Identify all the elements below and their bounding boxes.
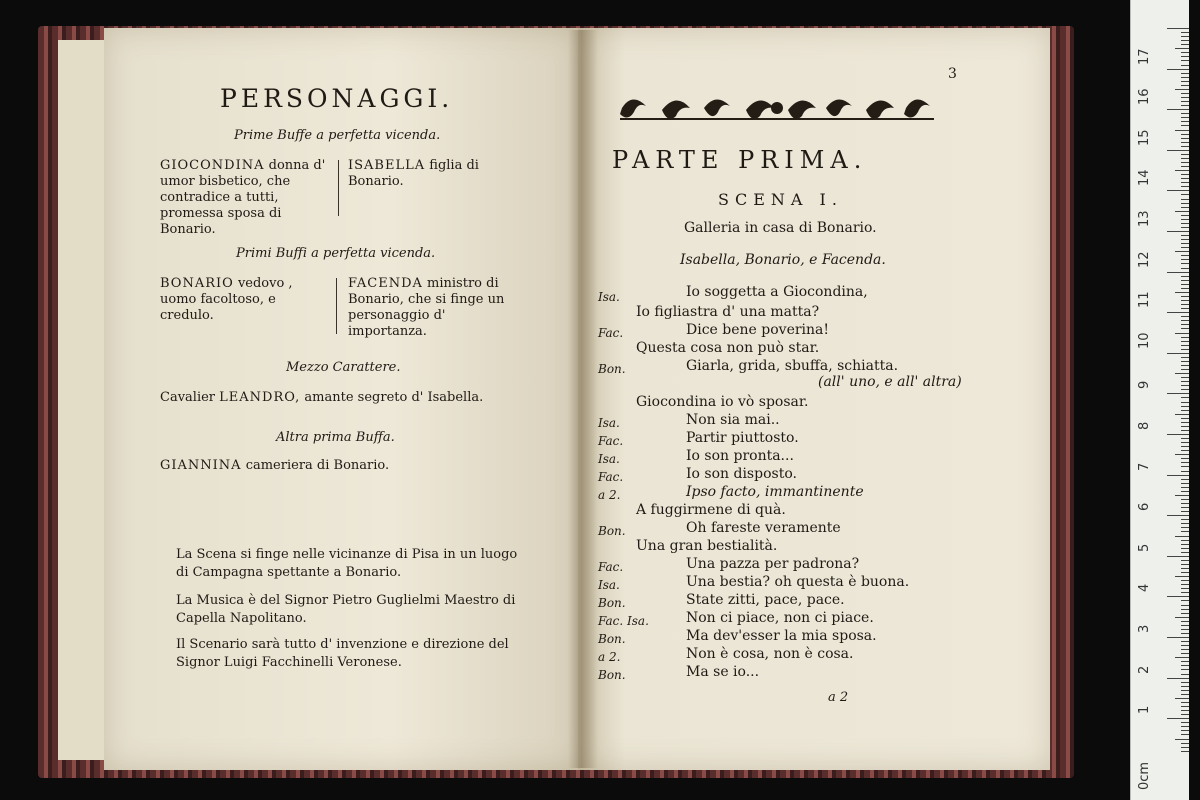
- ruler-tick: [1175, 536, 1189, 537]
- group-heading: Mezzo Carattere.: [286, 360, 401, 375]
- ruler-tick: [1181, 328, 1189, 329]
- speaker-label: Isa.: [598, 290, 620, 304]
- ruler-tick: [1181, 166, 1189, 167]
- ruler-tick: [1181, 641, 1189, 642]
- ruler-tick: [1181, 349, 1189, 350]
- ruler-number: 11: [1137, 291, 1152, 309]
- dialogue-line: Una bestia? oh questa è buona.: [686, 574, 910, 590]
- ruler-tick: [1181, 734, 1189, 735]
- dialogue-line: Ipso facto, immantinente: [686, 484, 864, 500]
- ruler-tick: [1181, 284, 1189, 285]
- ruler-tick: [1181, 186, 1189, 187]
- ruler-tick: [1181, 714, 1189, 715]
- ruler-tick: [1167, 190, 1189, 191]
- ruler-tick: [1181, 397, 1189, 398]
- character-entry: [160, 276, 332, 324]
- group-heading: Primi Buffi a perfetta vicenda.: [236, 246, 436, 261]
- ruler-tick: [1181, 158, 1189, 159]
- ruler-tick: [1181, 694, 1189, 695]
- ruler-tick: [1181, 32, 1189, 33]
- ruler-tick: [1181, 479, 1189, 480]
- ruler-number: 17: [1137, 48, 1152, 65]
- speaker-label: Bon.: [598, 524, 626, 538]
- dialogue-line: Io figliastra d' una matta?: [636, 304, 820, 320]
- ruler-tick: [1181, 178, 1189, 179]
- ruler-tick: [1181, 483, 1189, 484]
- ruler-tick: [1181, 300, 1189, 301]
- ruler-tick: [1167, 637, 1189, 638]
- dialogue-line: Una gran bestialità.: [636, 538, 778, 554]
- ruler-number: 10: [1137, 332, 1152, 349]
- ruler-tick: [1175, 251, 1189, 252]
- speaker-label: Isa.: [598, 452, 620, 466]
- dialogue-line: Oh fareste veramente: [686, 520, 841, 536]
- ruler-tick: [1181, 540, 1189, 541]
- ruler-tick: [1181, 499, 1189, 500]
- ruler-tick: [1167, 393, 1189, 394]
- ruler-tick: [1181, 507, 1189, 508]
- ruler-tick: [1181, 491, 1189, 492]
- ruler-tick: [1181, 113, 1189, 114]
- ruler-number: 4: [1137, 584, 1152, 593]
- ruler-tick: [1167, 69, 1189, 70]
- ruler-tick: [1181, 93, 1189, 94]
- group-heading: Prime Buffe a perfetta vicenda.: [234, 128, 441, 143]
- dialogue-line: Dice bene poverina!: [686, 322, 830, 338]
- ruler-tick: [1181, 385, 1189, 386]
- character-desc: donna d' umor bisbetico, che contradice a tutti, promessa sposa di Bonario.: [160, 158, 326, 237]
- ruler-tick: [1181, 125, 1189, 126]
- dialogue-line: Ma se io...: [686, 664, 760, 680]
- ornament-band: [612, 88, 942, 128]
- measuring-ruler: [1130, 0, 1189, 800]
- ruler-tick: [1181, 357, 1189, 358]
- ruler-tick: [1181, 199, 1189, 200]
- ruler-number: 9: [1137, 381, 1152, 390]
- character-entry: [160, 158, 336, 238]
- ruler-tick: [1181, 560, 1189, 561]
- ruler-tick: [1181, 105, 1189, 106]
- ruler-tick: [1181, 751, 1189, 752]
- ruler-tick: [1181, 592, 1189, 593]
- ruler-tick: [1181, 430, 1189, 431]
- dialogue-line: A fuggirmene di quà.: [636, 502, 786, 518]
- ruler-number: 8: [1137, 421, 1152, 430]
- ruler-tick: [1181, 324, 1189, 325]
- ruler-tick: [1181, 255, 1189, 256]
- dialogue-line: Io son disposto.: [686, 466, 797, 482]
- ruler-tick: [1181, 138, 1189, 139]
- ruler-number: 15: [1137, 129, 1152, 146]
- ruler-tick: [1181, 580, 1189, 581]
- scene-setting: Galleria in casa di Bonario.: [684, 220, 877, 236]
- ruler-tick: [1167, 434, 1189, 435]
- ruler-tick: [1175, 576, 1189, 577]
- dialogue-line: Giarla, grida, sbuffa, schiatta.: [686, 358, 899, 374]
- dialogue-text: Io soggetta a Giocondina,: [686, 284, 868, 300]
- ruler-tick: [1167, 28, 1189, 29]
- ruler-tick: [1181, 296, 1189, 297]
- ruler-tick: [1181, 194, 1189, 195]
- ruler-tick: [1181, 588, 1189, 589]
- ruler-tick: [1181, 263, 1189, 264]
- ruler-tick: [1181, 584, 1189, 585]
- ruler-tick: [1175, 454, 1189, 455]
- speaker-label: Fac.: [598, 326, 624, 340]
- ruler-tick: [1181, 219, 1189, 220]
- dialogue-line: Una pazza per padrona?: [686, 556, 860, 572]
- ruler-tick: [1181, 633, 1189, 634]
- ruler-tick: [1181, 142, 1189, 143]
- ruler-tick: [1175, 698, 1189, 699]
- ruler-tick: [1175, 495, 1189, 496]
- character-entry: [160, 458, 540, 474]
- ruler-number: 6: [1137, 502, 1152, 512]
- dialogue-line: Partir piuttosto.: [686, 430, 799, 446]
- ruler-tick: [1181, 65, 1189, 66]
- ruler-number: 5: [1137, 543, 1152, 552]
- ruler-tick: [1167, 272, 1189, 273]
- ruler-tick: [1181, 154, 1189, 155]
- speaker-label: Fac.: [598, 560, 624, 574]
- ruler-tick: [1181, 422, 1189, 423]
- ruler-tick: [1181, 503, 1189, 504]
- ruler-tick: [1181, 268, 1189, 269]
- character-desc: figlia di Bonario.: [348, 158, 479, 189]
- character-entry: [348, 276, 524, 340]
- ruler-unit: 0cm: [1137, 761, 1152, 790]
- ruler-tick: [1181, 56, 1189, 57]
- ruler-tick: [1167, 475, 1189, 476]
- ruler-tick: [1181, 288, 1189, 289]
- column-divider: [338, 160, 339, 216]
- ruler-number: 13: [1137, 210, 1152, 227]
- ruler-tick: [1181, 134, 1189, 135]
- ruler-tick: [1181, 686, 1189, 687]
- ruler-tick: [1175, 211, 1189, 212]
- ruler-tick: [1181, 418, 1189, 419]
- ruler-tick: [1181, 203, 1189, 204]
- ruler-number: 12: [1137, 251, 1152, 268]
- signature-mark: a 2: [828, 690, 849, 705]
- ruler-tick: [1181, 77, 1189, 78]
- character-prefix: Cavalier: [160, 390, 216, 405]
- scene-heading: SCENA I.: [718, 190, 843, 209]
- book-gutter: [568, 30, 598, 768]
- ruler-number: 3: [1137, 624, 1152, 633]
- ruler-tick: [1181, 458, 1189, 459]
- ruler-tick: [1167, 312, 1189, 313]
- dialogue-line: Ma dev'esser la mia sposa.: [686, 628, 877, 644]
- ruler-tick: [1181, 726, 1189, 727]
- speaker-label: Fac.: [598, 470, 624, 484]
- speaker-label: Fac. Isa.: [598, 614, 649, 628]
- speaker-label: Isa.: [598, 416, 620, 430]
- ruler-tick: [1167, 718, 1189, 719]
- ruler-tick: [1181, 426, 1189, 427]
- ruler-tick: [1181, 609, 1189, 610]
- ruler-tick: [1175, 130, 1189, 131]
- character-desc: amante segreto d' Isabella.: [304, 390, 484, 405]
- ruler-tick: [1181, 36, 1189, 37]
- ruler-tick: [1167, 231, 1189, 232]
- ruler-tick: [1181, 466, 1189, 467]
- dialogue-line: State zitti, pace, pace.: [686, 592, 845, 608]
- ruler-tick: [1175, 292, 1189, 293]
- dialogue-line: Questa cosa non può star.: [636, 340, 820, 356]
- ruler-tick: [1181, 682, 1189, 683]
- ruler-tick: [1181, 369, 1189, 370]
- ruler-tick: [1181, 280, 1189, 281]
- ruler-tick: [1181, 406, 1189, 407]
- ruler-tick: [1181, 527, 1189, 528]
- ruler-tick: [1181, 239, 1189, 240]
- ruler-tick: [1181, 146, 1189, 147]
- ruler-tick: [1181, 182, 1189, 183]
- speaker-label: Bon.: [598, 668, 626, 682]
- column-divider: [336, 278, 337, 334]
- ruler-tick: [1181, 649, 1189, 650]
- ruler-tick: [1181, 247, 1189, 248]
- ruler-tick: [1181, 564, 1189, 565]
- character-name: ISABELLA: [348, 158, 426, 173]
- ruler-tick: [1181, 487, 1189, 488]
- character-desc: vedovo , uomo facoltoso, e credulo.: [160, 276, 293, 323]
- flyleaf: [58, 40, 106, 760]
- ruler-tick: [1181, 669, 1189, 670]
- ruler-tick: [1181, 706, 1189, 707]
- ruler-tick: [1181, 523, 1189, 524]
- speaker-label: a 2.: [598, 650, 621, 664]
- ruler-tick: [1181, 674, 1189, 675]
- ruler-tick: [1181, 722, 1189, 723]
- ruler-tick: [1181, 117, 1189, 118]
- ruler-tick: [1181, 548, 1189, 549]
- ruler-tick: [1181, 446, 1189, 447]
- ruler-tick: [1181, 377, 1189, 378]
- speaker-label: Bon.: [598, 596, 626, 610]
- stage-direction: (all' uno, e all' altra): [818, 374, 962, 390]
- ruler-tick: [1175, 48, 1189, 49]
- ruler-tick: [1181, 243, 1189, 244]
- ruler-tick: [1181, 661, 1189, 662]
- ruler-tick: [1181, 235, 1189, 236]
- ruler-tick: [1175, 170, 1189, 171]
- ruler-tick: [1167, 150, 1189, 151]
- ruler-number: 2: [1137, 665, 1152, 674]
- ruler-tick: [1181, 316, 1189, 317]
- ruler-tick: [1181, 381, 1189, 382]
- character-desc: cameriera di Bonario.: [245, 458, 390, 473]
- ruler-tick: [1181, 40, 1189, 41]
- ruler-tick: [1181, 690, 1189, 691]
- ruler-tick: [1181, 215, 1189, 216]
- ruler-tick: [1175, 739, 1189, 740]
- ruler-tick: [1181, 410, 1189, 411]
- ruler-tick: [1181, 81, 1189, 82]
- ruler-tick: [1181, 531, 1189, 532]
- group-heading: Altra prima Buffa.: [276, 430, 395, 445]
- ruler-tick: [1181, 730, 1189, 731]
- ruler-tick: [1181, 402, 1189, 403]
- ruler-tick: [1181, 645, 1189, 646]
- dialogue-line: Giocondina io vò sposar.: [636, 394, 809, 410]
- dialogue-line: Non è cosa, non è cosa.: [686, 646, 854, 662]
- ruler-tick: [1181, 519, 1189, 520]
- ruler-tick: [1175, 373, 1189, 374]
- ruler-tick: [1181, 162, 1189, 163]
- ruler-tick: [1181, 621, 1189, 622]
- ruler-tick: [1181, 438, 1189, 439]
- ruler-tick: [1181, 73, 1189, 74]
- ruler-tick: [1181, 605, 1189, 606]
- ruler-tick: [1181, 462, 1189, 463]
- speaker-label: a 2.: [598, 488, 621, 502]
- speaker-label: Isa.: [598, 578, 620, 592]
- ruler-tick: [1181, 345, 1189, 346]
- production-note: La Musica è del Signor Pietro Guglielmi Maestro di Capella Napolitano.: [176, 593, 516, 626]
- ruler-tick: [1181, 85, 1189, 86]
- ruler-tick: [1175, 333, 1189, 334]
- character-name: BONARIO: [160, 276, 234, 291]
- ruler-tick: [1181, 442, 1189, 443]
- ruler-tick: [1181, 227, 1189, 228]
- character-name: FACENDA: [348, 276, 423, 291]
- ruler-tick: [1181, 653, 1189, 654]
- ruler-tick: [1167, 556, 1189, 557]
- speaker-label: Bon.: [598, 632, 626, 646]
- ruler-tick: [1181, 308, 1189, 309]
- ruler-tick: [1167, 596, 1189, 597]
- ruler-tick: [1181, 304, 1189, 305]
- ruler-tick: [1181, 320, 1189, 321]
- speaker-label: Fac.: [598, 434, 624, 448]
- character-entry: [160, 390, 540, 406]
- character-entry: [348, 158, 514, 190]
- ruler-tick: [1181, 747, 1189, 748]
- ruler-tick: [1181, 544, 1189, 545]
- ruler-tick: [1181, 101, 1189, 102]
- dialogue-line: Non sia mai..: [686, 412, 780, 428]
- character-name: GIOCONDINA: [160, 158, 265, 173]
- right-page-title: PARTE PRIMA.: [612, 146, 868, 174]
- left-page-title: PERSONAGGI.: [220, 84, 454, 113]
- page-number: 3: [948, 66, 957, 82]
- ruler-tick: [1181, 450, 1189, 451]
- ruler-tick: [1181, 259, 1189, 260]
- ruler-tick: [1175, 414, 1189, 415]
- ruler-tick: [1181, 625, 1189, 626]
- ruler-tick: [1181, 600, 1189, 601]
- ruler-tick: [1181, 207, 1189, 208]
- ruler-tick: [1181, 361, 1189, 362]
- ruler-tick: [1167, 353, 1189, 354]
- character-name: LEANDRO,: [219, 390, 301, 405]
- ruler-tick: [1181, 471, 1189, 472]
- ruler-tick: [1181, 552, 1189, 553]
- ruler-tick: [1181, 743, 1189, 744]
- production-note: La Scena si finge nelle vicinanze di Pisa in un luogo di Campagna spettante a Bonario.: [176, 547, 518, 580]
- ruler-tick: [1181, 174, 1189, 175]
- ruler-tick: [1181, 276, 1189, 277]
- ruler-tick: [1181, 511, 1189, 512]
- ruler-tick: [1181, 702, 1189, 703]
- ruler-tick: [1175, 89, 1189, 90]
- ruler-tick: [1181, 121, 1189, 122]
- ruler-tick: [1181, 337, 1189, 338]
- ruler-tick: [1181, 341, 1189, 342]
- ruler-tick: [1181, 665, 1189, 666]
- ruler-number: 14: [1137, 169, 1152, 187]
- ruler-tick: [1181, 44, 1189, 45]
- ruler-tick: [1175, 617, 1189, 618]
- ruler-tick: [1181, 568, 1189, 569]
- scene-cast: Isabella, Bonario, e Facenda.: [680, 252, 886, 268]
- ruler-tick: [1181, 52, 1189, 53]
- ruler-number: 7: [1137, 462, 1152, 471]
- ruler-tick: [1167, 109, 1189, 110]
- ruler-tick: [1181, 710, 1189, 711]
- ruler-tick: [1181, 365, 1189, 366]
- ruler-number: 1: [1137, 705, 1152, 715]
- ruler-tick: [1181, 60, 1189, 61]
- dialogue-line: Io son pronta...: [686, 448, 794, 464]
- ruler-tick: [1181, 223, 1189, 224]
- speaker-label: Bon.: [598, 362, 626, 376]
- ruler-tick: [1175, 657, 1189, 658]
- ruler-number: 16: [1137, 88, 1152, 106]
- character-name: GIANNINA: [160, 458, 242, 473]
- ruler-tick: [1167, 515, 1189, 516]
- ruler-tick: [1181, 389, 1189, 390]
- ruler-tick: [1181, 572, 1189, 573]
- ruler-tick: [1181, 629, 1189, 630]
- dialogue-line: Non ci piace, non ci piace.: [686, 610, 874, 626]
- ruler-tick: [1181, 97, 1189, 98]
- production-note: Il Scenario sarà tutto d' invenzione e direzione del Signor Luigi Facchinelli Veronese.: [176, 637, 509, 670]
- dialogue-line: [686, 284, 868, 300]
- ruler-tick: [1167, 678, 1189, 679]
- ruler-tick: [1181, 613, 1189, 614]
- character-desc: ministro di Bonario, che si finge un personaggio d' importanza.: [348, 276, 505, 339]
